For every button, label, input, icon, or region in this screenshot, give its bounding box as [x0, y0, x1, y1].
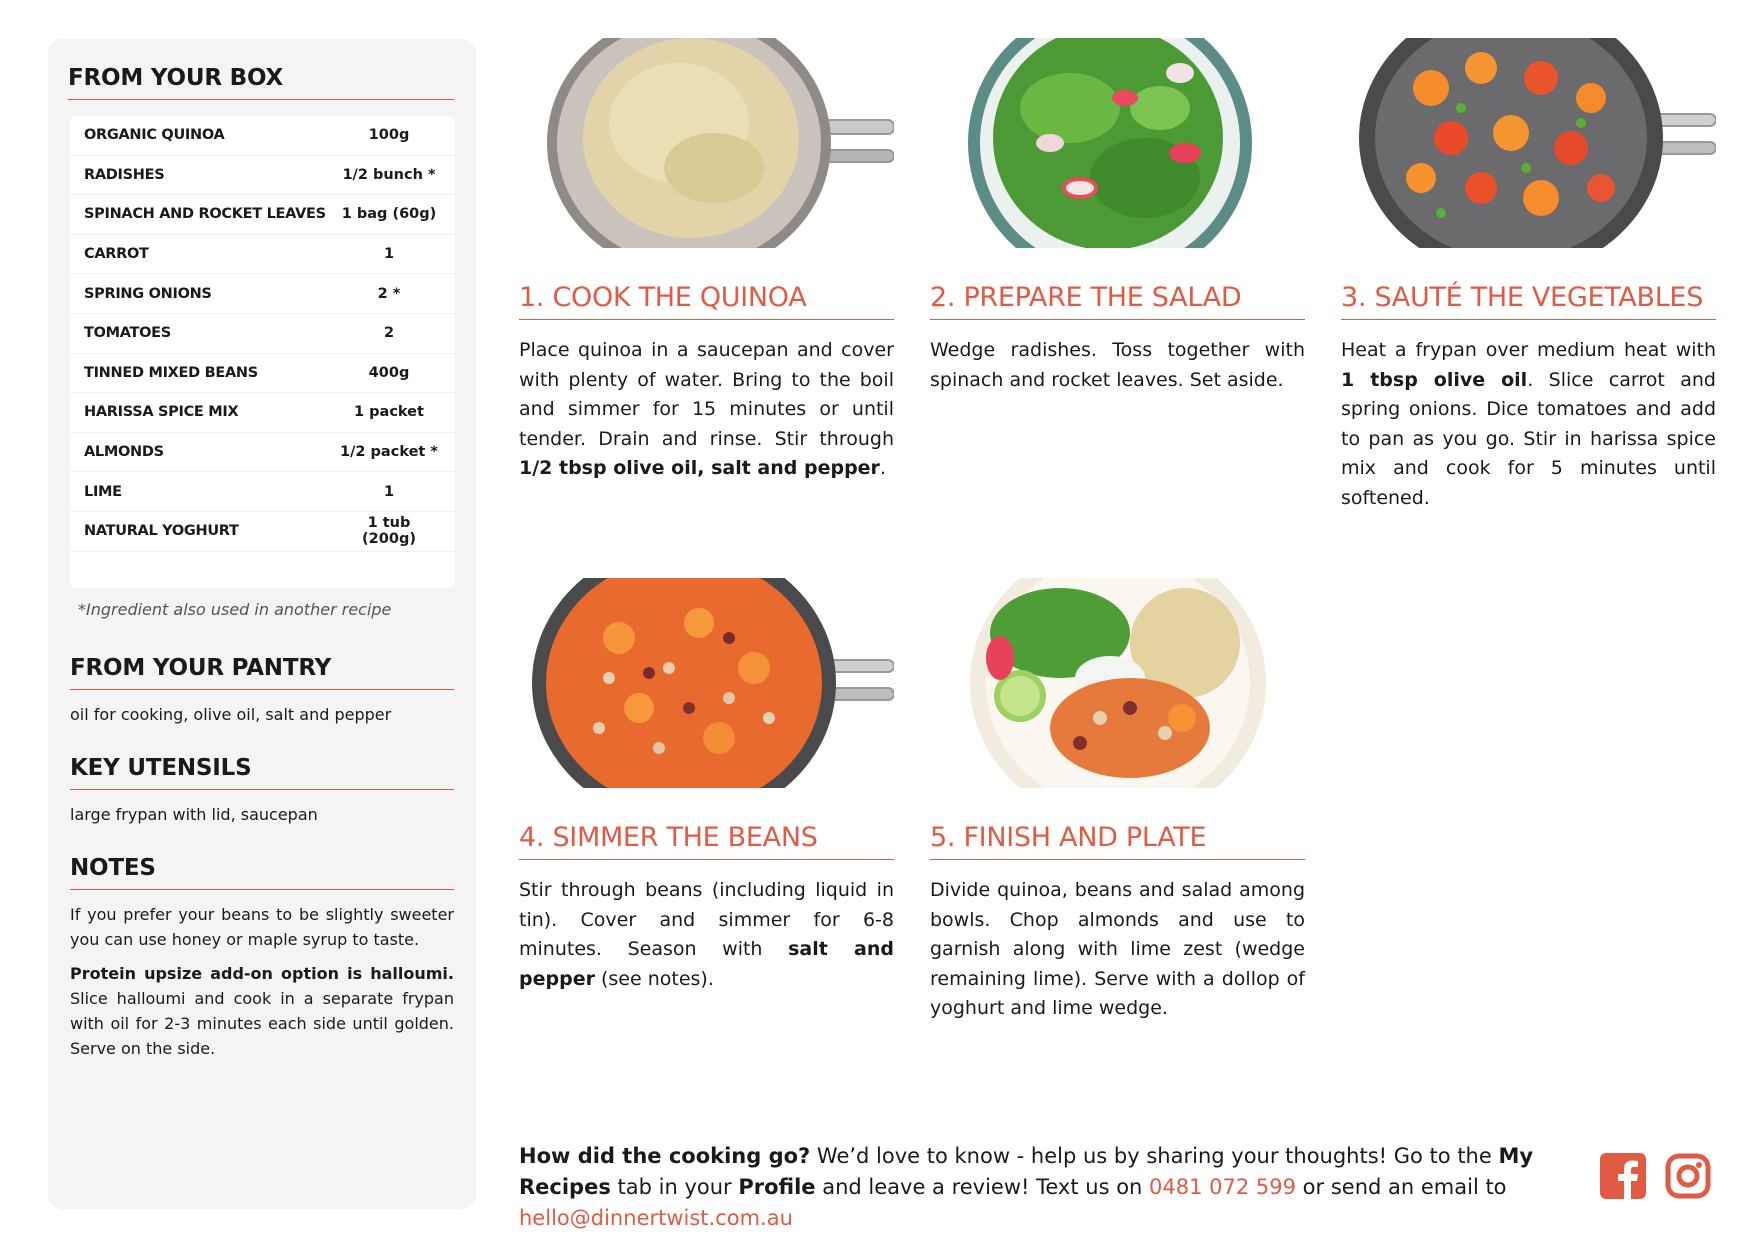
ingredient-footnote: *Ingredient also used in another recipe	[78, 599, 392, 619]
step-3-title: 3. SAUTÉ THE VEGETABLES	[1341, 282, 1716, 320]
step-3-text-b: . Slice carrot and spring onions. Dice tomatoes and add to pan as you go. Stir in harissa spice mix and cook for 5 minutes until softened.	[1341, 368, 1716, 509]
ingredient-qty: 1	[383, 483, 395, 500]
ingredient-row	[70, 195, 455, 235]
step-2-text	[930, 336, 1305, 395]
step-1-title: 1. COOK THE QUINOA	[519, 282, 894, 320]
plated-dish-photo	[930, 578, 1305, 788]
pantry-heading: FROM YOUR PANTRY	[70, 655, 454, 690]
step-4-text-a: Stir through beans (including liquid in tin). Cover and simmer for 6-8 minutes. Season with	[519, 879, 894, 960]
ingredient-name: HARISSA SPICE MIX	[84, 404, 239, 421]
ingredient-name: NATURAL YOGHURT	[84, 523, 239, 540]
notes-heading: NOTES	[70, 855, 454, 890]
step-3-text	[1341, 336, 1716, 513]
step-2	[930, 38, 1305, 395]
step-4-text-b: (see notes).	[594, 967, 714, 990]
ingredient-row	[70, 472, 455, 512]
feedback-text-a: We’d love to know - help us by sharing your thoughts! Go to the	[810, 1144, 1499, 1168]
step-5-text	[930, 876, 1305, 1024]
feedback-text-d: or send an email to	[1296, 1175, 1507, 1199]
notes-section	[70, 855, 454, 1061]
ingredient-qty: 1 bag (60g)	[341, 206, 437, 223]
my-recipes-link[interactable]: My Recipes	[519, 1144, 1534, 1199]
ingredient-row	[70, 314, 455, 354]
utensils-text: large frypan with lid, saucepan	[70, 804, 318, 824]
ingredient-name: SPRING ONIONS	[84, 285, 212, 302]
ingredient-qty: 2 *	[377, 285, 401, 302]
notes-paragraph-2	[70, 961, 454, 1061]
step-4-title: 4. SIMMER THE BEANS	[519, 822, 894, 860]
sauteed-vegetables-photo	[1341, 38, 1716, 248]
ingredient-name: TINNED MIXED BEANS	[84, 364, 258, 381]
step-1-text-a: Place quinoa in a saucepan and cover with plenty of water. Bring to the boil and simmer for 15 minutes or until tender. Drain and rinse. Stir through	[519, 339, 894, 450]
step-3-text-bold: 1 tbsp olive oil	[1341, 368, 1528, 391]
ingredient-name: TOMATOES	[84, 325, 171, 342]
ingredient-name: ALMONDS	[84, 444, 164, 461]
step-5-title: 5. FINISH AND PLATE	[930, 822, 1305, 860]
simmering-beans-photo	[519, 578, 894, 788]
notes-upsize-text: Slice halloumi and cook in a separate frypan with oil for 2-3 minutes each side until golden. Serve on the side.	[70, 988, 454, 1058]
ingredients-sidebar	[48, 39, 476, 1209]
step-4-text-bold: salt and pepper	[519, 938, 894, 990]
profile-link[interactable]: Profile	[738, 1175, 816, 1199]
step-1	[519, 38, 894, 484]
ingredient-row	[70, 156, 455, 196]
email-link[interactable]: hello@dinnertwist.com.au	[519, 1206, 793, 1230]
ingredient-row	[70, 354, 455, 394]
ingredient-qty: 1 packet	[354, 404, 424, 421]
ingredient-row	[70, 512, 455, 552]
step-4	[519, 578, 894, 994]
ingredient-row	[70, 235, 455, 275]
utensils-section	[70, 755, 454, 827]
facebook-icon[interactable]	[1600, 1153, 1646, 1203]
pantry-text: oil for cooking, olive oil, salt and pepper	[70, 704, 392, 724]
step-2-title: 2. PREPARE THE SALAD	[930, 282, 1305, 320]
notes-paragraph-1: If you prefer your beans to be slightly sweeter you can use honey or maple syrup to taste.	[70, 904, 454, 949]
ingredient-qty: 2	[383, 325, 395, 342]
ingredient-row	[70, 393, 455, 433]
feedback-text-b: tab in your	[610, 1175, 739, 1199]
feedback-footer	[519, 1141, 1569, 1234]
step-3	[1341, 38, 1716, 513]
step-1-text-b: .	[879, 457, 886, 479]
utensils-heading: KEY UTENSILS	[70, 755, 454, 790]
step-3-text-a: Heat a frypan over medium heat with	[1341, 339, 1716, 361]
ingredient-name: LIME	[84, 483, 122, 500]
salad-bowl-photo	[930, 38, 1305, 248]
ingredient-row	[70, 116, 455, 156]
ingredient-qty: 100g	[368, 127, 410, 144]
step-1-text-bold: 1/2 tbsp olive oil, salt and pepper	[519, 457, 880, 479]
ingredient-name: SPINACH AND ROCKET LEAVES	[84, 206, 326, 223]
step-5	[930, 578, 1305, 1024]
box-heading: FROM YOUR BOX	[68, 65, 454, 100]
ingredient-qty: 1 tub (200g)	[362, 515, 416, 548]
ingredient-qty: 1/2 bunch *	[342, 166, 436, 183]
ingredient-name: ORGANIC QUINOA	[84, 127, 225, 144]
phone-link[interactable]: 0481 072 599	[1149, 1175, 1296, 1199]
ingredient-row	[70, 274, 455, 314]
quinoa-sieve-photo	[519, 38, 894, 248]
ingredient-qty: 400g	[368, 364, 410, 381]
step-4-text	[519, 876, 894, 994]
step-5-text-a: Divide quinoa, beans and salad among bowls. Chop almonds and use to garnish along with lime zest (wedge remaining lime). Serve with a dollop of yoghurt and lime wedge.	[930, 879, 1305, 1019]
ingredient-qty: 1/2 packet *	[340, 444, 438, 461]
ingredient-name: RADISHES	[84, 166, 165, 183]
step-2-text-a: Wedge radishes. Toss together with spinach and rocket leaves. Set aside.	[930, 339, 1305, 391]
feedback-text-c: and leave a review! Text us on	[815, 1175, 1150, 1199]
ingredient-row	[70, 433, 455, 473]
step-1-text	[519, 336, 894, 484]
instagram-icon[interactable]	[1665, 1153, 1711, 1203]
pantry-section	[70, 655, 454, 727]
feedback-question: How did the cooking go?	[519, 1144, 811, 1168]
ingredient-qty: 1	[383, 246, 395, 263]
ingredient-name: CARROT	[84, 246, 149, 263]
ingredient-table	[70, 116, 455, 588]
notes-upsize-bold: Protein upsize add-on option is halloumi.	[70, 963, 454, 983]
